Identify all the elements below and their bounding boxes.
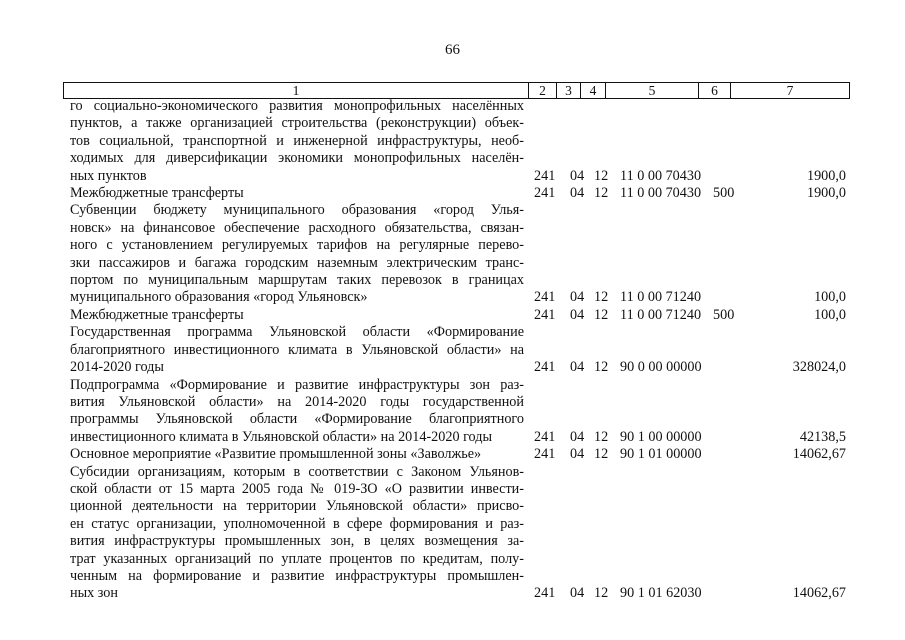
column-header-7: 7: [731, 83, 850, 99]
description-line: инвестиционного климата в Ульяновской области» на 2014-2020 годы: [70, 428, 492, 445]
description-line: ных зон: [70, 585, 118, 602]
column-header-table: [63, 82, 850, 99]
subsection-code: 12: [594, 167, 609, 184]
description-line: Межбюджетные трансферты: [70, 306, 244, 323]
table-row: [0, 307, 905, 324]
row-codes: [0, 185, 905, 202]
column-header-row: [64, 83, 850, 99]
description-line: 2014-2020 годы: [70, 359, 164, 376]
ministry-code: 241: [534, 306, 556, 323]
description-line: ченным на формирование и развитие инфраструктуры промышлен-: [70, 567, 524, 584]
page-number: 66: [445, 42, 460, 58]
column-header-2: 2: [529, 83, 557, 99]
row-codes: [0, 168, 905, 185]
subsection-code: 12: [594, 446, 609, 463]
row-codes: [0, 359, 905, 376]
amount: 14062,67: [792, 446, 846, 463]
row-codes: [0, 585, 905, 602]
amount: 1900,0: [806, 167, 846, 184]
target-article-code: 90 1 00 00000: [620, 428, 702, 445]
section-code: 04: [570, 289, 585, 306]
table-row: [0, 446, 905, 463]
description-line: Субсидии организациям, которым в соответствии с Законом Ульянов-: [70, 463, 524, 480]
ministry-code: 241: [534, 428, 556, 445]
description-line: пунктов, а также организацией строительства (реконструкции) объек-: [70, 115, 524, 132]
description-line: трат указанных организаций по уплате процентов по кредитам, полу-: [70, 550, 524, 567]
target-article-code: 90 1 01 00000: [620, 446, 702, 463]
subsection-code: 12: [594, 185, 609, 202]
subsection-code: 12: [594, 306, 609, 323]
section-code: 04: [570, 585, 585, 602]
table-row: [0, 98, 905, 185]
ministry-code: 241: [534, 289, 556, 306]
row-codes: [0, 446, 905, 463]
column-header-6: 6: [699, 83, 731, 99]
target-article-code: 11 0 00 70430: [620, 167, 702, 184]
description-line: ционной деятельности на территории Ульяновской области» присво-: [70, 498, 524, 515]
target-article-code: 11 0 00 70430: [620, 185, 702, 202]
table-row: [0, 377, 905, 447]
section-code: 04: [570, 306, 585, 323]
amount: 42138,5: [799, 428, 846, 445]
row-codes: [0, 289, 905, 306]
subsection-code: 12: [594, 289, 609, 306]
amount: 100,0: [814, 289, 846, 306]
description-line: Подпрограмма «Формирование и развитие инфраструктуры зон раз-: [70, 376, 524, 393]
description-line: ходимых для диверсификации экономики монопрофильных населён-: [70, 150, 524, 167]
amount: 14062,67: [792, 585, 846, 602]
subsection-code: 12: [594, 428, 609, 445]
section-code: 04: [570, 446, 585, 463]
target-article-code: 11 0 00 71240: [620, 289, 702, 306]
description-line: Субвенции бюджету муниципального образования «город Улья-: [70, 202, 524, 219]
ministry-code: 241: [534, 185, 556, 202]
description-line: вития Ульяновской области» на 2014-2020 годы государственной: [70, 393, 524, 410]
column-header-3: 3: [557, 83, 581, 99]
section-code: 04: [570, 359, 585, 376]
description-line: вития инфраструктуры промышленных зон, в целях возмещения за-: [70, 533, 524, 550]
column-header-5: 5: [606, 83, 699, 99]
expense-type-code: 500: [713, 185, 735, 202]
description-line: портом по муниципальным маршрутам таких перевозок в границах: [70, 272, 524, 289]
amount: 100,0: [814, 306, 846, 323]
section-code: 04: [570, 185, 585, 202]
description-line: муниципального образования «город Ульяновск»: [70, 289, 368, 306]
row-codes: [0, 307, 905, 324]
column-header-1: 1: [64, 83, 529, 99]
target-article-code: 90 0 00 00000: [620, 359, 702, 376]
description-line: Основное мероприятие «Развитие промышленной зоны «Заволжье»: [70, 446, 482, 463]
ministry-code: 241: [534, 167, 556, 184]
target-article-code: 11 0 00 71240: [620, 306, 702, 323]
row-codes: [0, 429, 905, 446]
table-row: [0, 185, 905, 202]
table-row: [0, 324, 905, 376]
description-line: тов социальной, транспортной и инженерной инфраструктуры, необ-: [70, 132, 524, 149]
section-code: 04: [570, 167, 585, 184]
ministry-code: 241: [534, 359, 556, 376]
description-line: Государственная программа Ульяновской области «Формирование: [70, 324, 524, 341]
amount: 328024,0: [792, 359, 846, 376]
section-code: 04: [570, 428, 585, 445]
subsection-code: 12: [594, 359, 609, 376]
description-line: благоприятного инвестиционного климата в Ульяновской области» на: [70, 341, 524, 358]
budget-rows: [0, 98, 905, 603]
description-line: зки пассажиров и багажа городским наземным электрическим транс-: [70, 254, 524, 271]
description-line: ных пунктов: [70, 167, 147, 184]
subsection-code: 12: [594, 585, 609, 602]
description-line: ного с установлением регулируемых тарифов на регулярные перево-: [70, 237, 524, 254]
ministry-code: 241: [534, 446, 556, 463]
description-line: ен статус организации, уполномоченной в сфере формирования и раз-: [70, 515, 524, 532]
description-line: ской области от 15 марта 2005 года № 019-ЗО «О развитии инвести-: [70, 480, 524, 497]
target-article-code: 90 1 01 62030: [620, 585, 702, 602]
table-row: [0, 202, 905, 306]
ministry-code: 241: [534, 585, 556, 602]
description-line: Межбюджетные трансферты: [70, 185, 244, 202]
amount: 1900,0: [806, 185, 846, 202]
description-line: программы Ульяновской области «Формирование благоприятного: [70, 411, 524, 428]
row-description: [70, 464, 524, 603]
table-row: [0, 464, 905, 603]
column-header-4: 4: [581, 83, 606, 99]
description-line: новск» на финансовое обеспечение расходного обязательства, связан-: [70, 219, 524, 236]
expense-type-code: 500: [713, 306, 735, 323]
description-line: го социально-экономического развития монопрофильных населённых: [70, 98, 524, 114]
